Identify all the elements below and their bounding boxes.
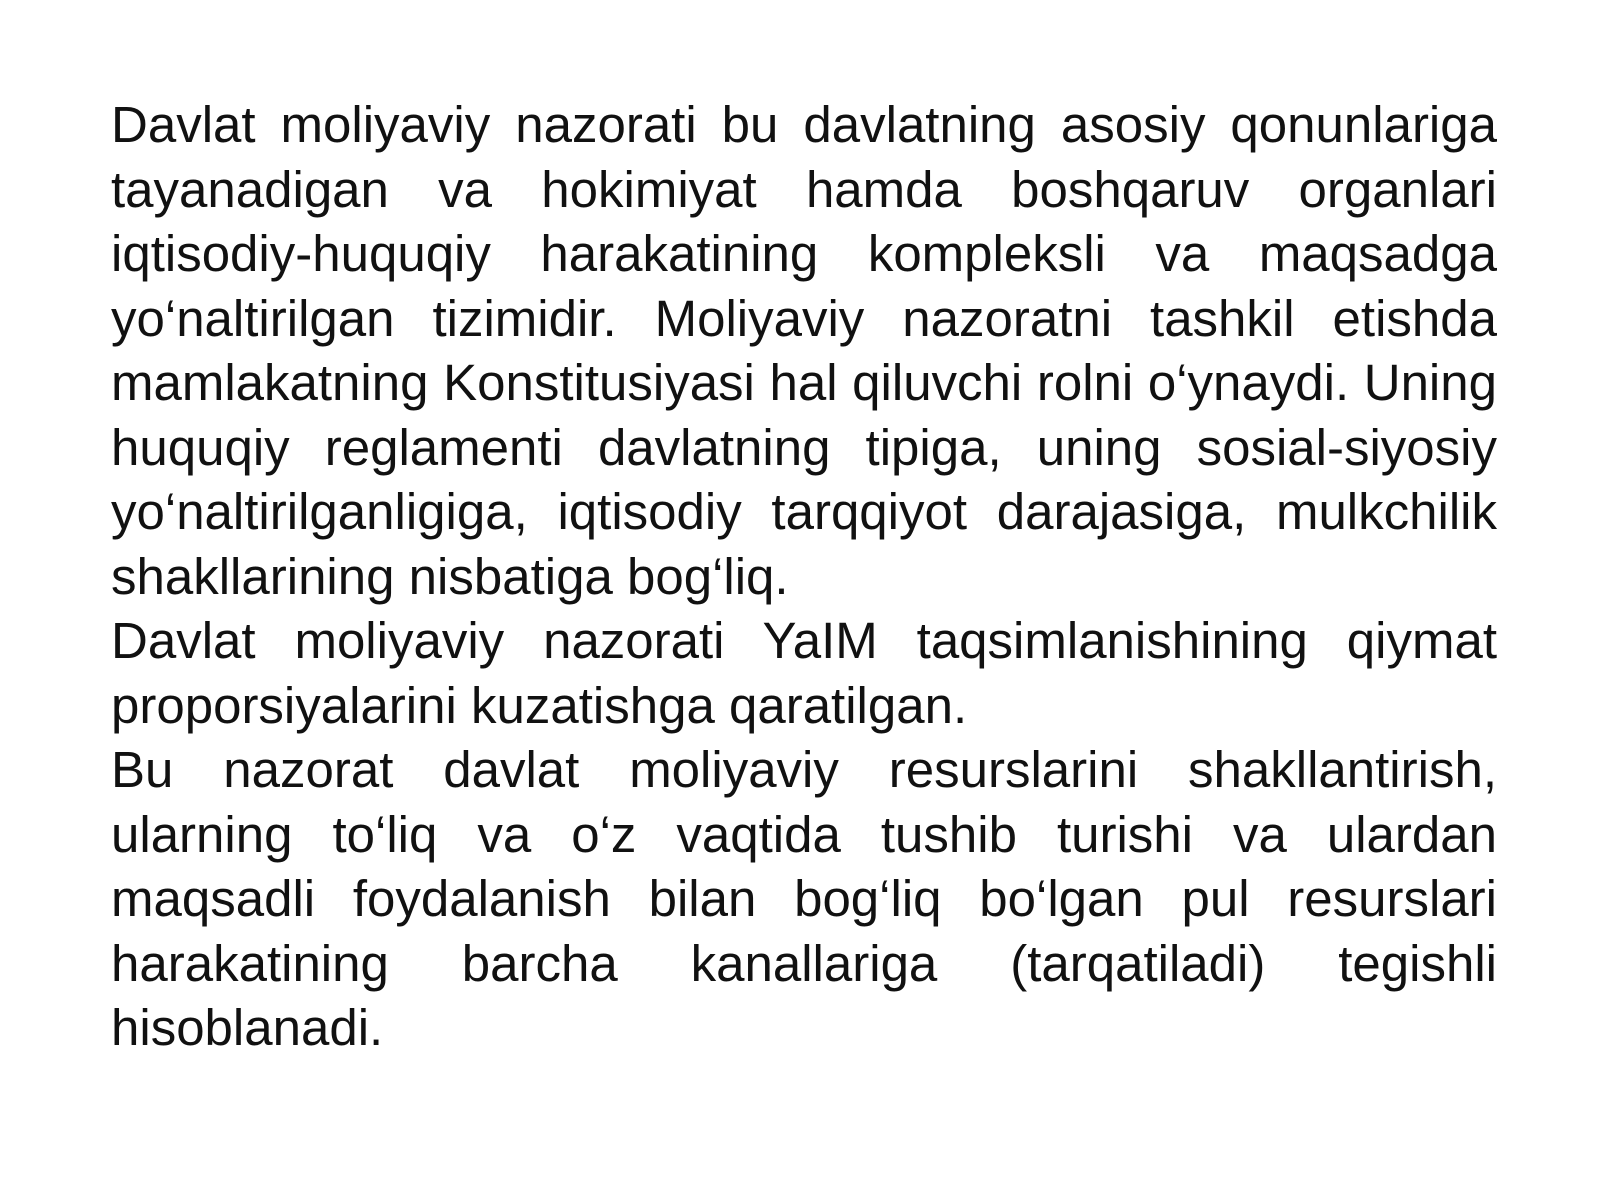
slide-body-text [111,93,1497,1061]
paragraph-1: Davlat moliyaviy nazorati bu davlatning asosiy qonunlariga tayanadigan va hokimiyat hamda boshqaruv organlari iqtisodiy-huquqiy harakatining kompleksli va maqsadga yo‘naltirilgan tizimidir. Moliyaviy nazoratni tashkil etishda mamlakatning Konstitusiyasi hal qiluvchi rolni o‘ynaydi. Uning huquqiy reglamenti davlatning tipiga, uning sosial-siyosiy yo‘naltirilganligiga, iqtisodiy tarqqiyot darajasiga, mulkchilik shakllarining nisbatiga bog‘liq. [111,96,1497,605]
paragraph-2: Davlat moliyaviy nazorati YaIM taqsimlanishining qiymat proporsiyalarini kuzatishga qaratilgan. [111,612,1497,734]
paragraph-3: Bu nazorat davlat moliyaviy resurslarini shakllantirish, ularning to‘liq va o‘z vaqtida tushib turishi va ulardan maqsadli foydalanish bilan bog‘liq bo‘lgan pul resurslari harakatining barcha kanallariga (tarqatiladi) tegishli hisoblanadi. [111,741,1497,1056]
